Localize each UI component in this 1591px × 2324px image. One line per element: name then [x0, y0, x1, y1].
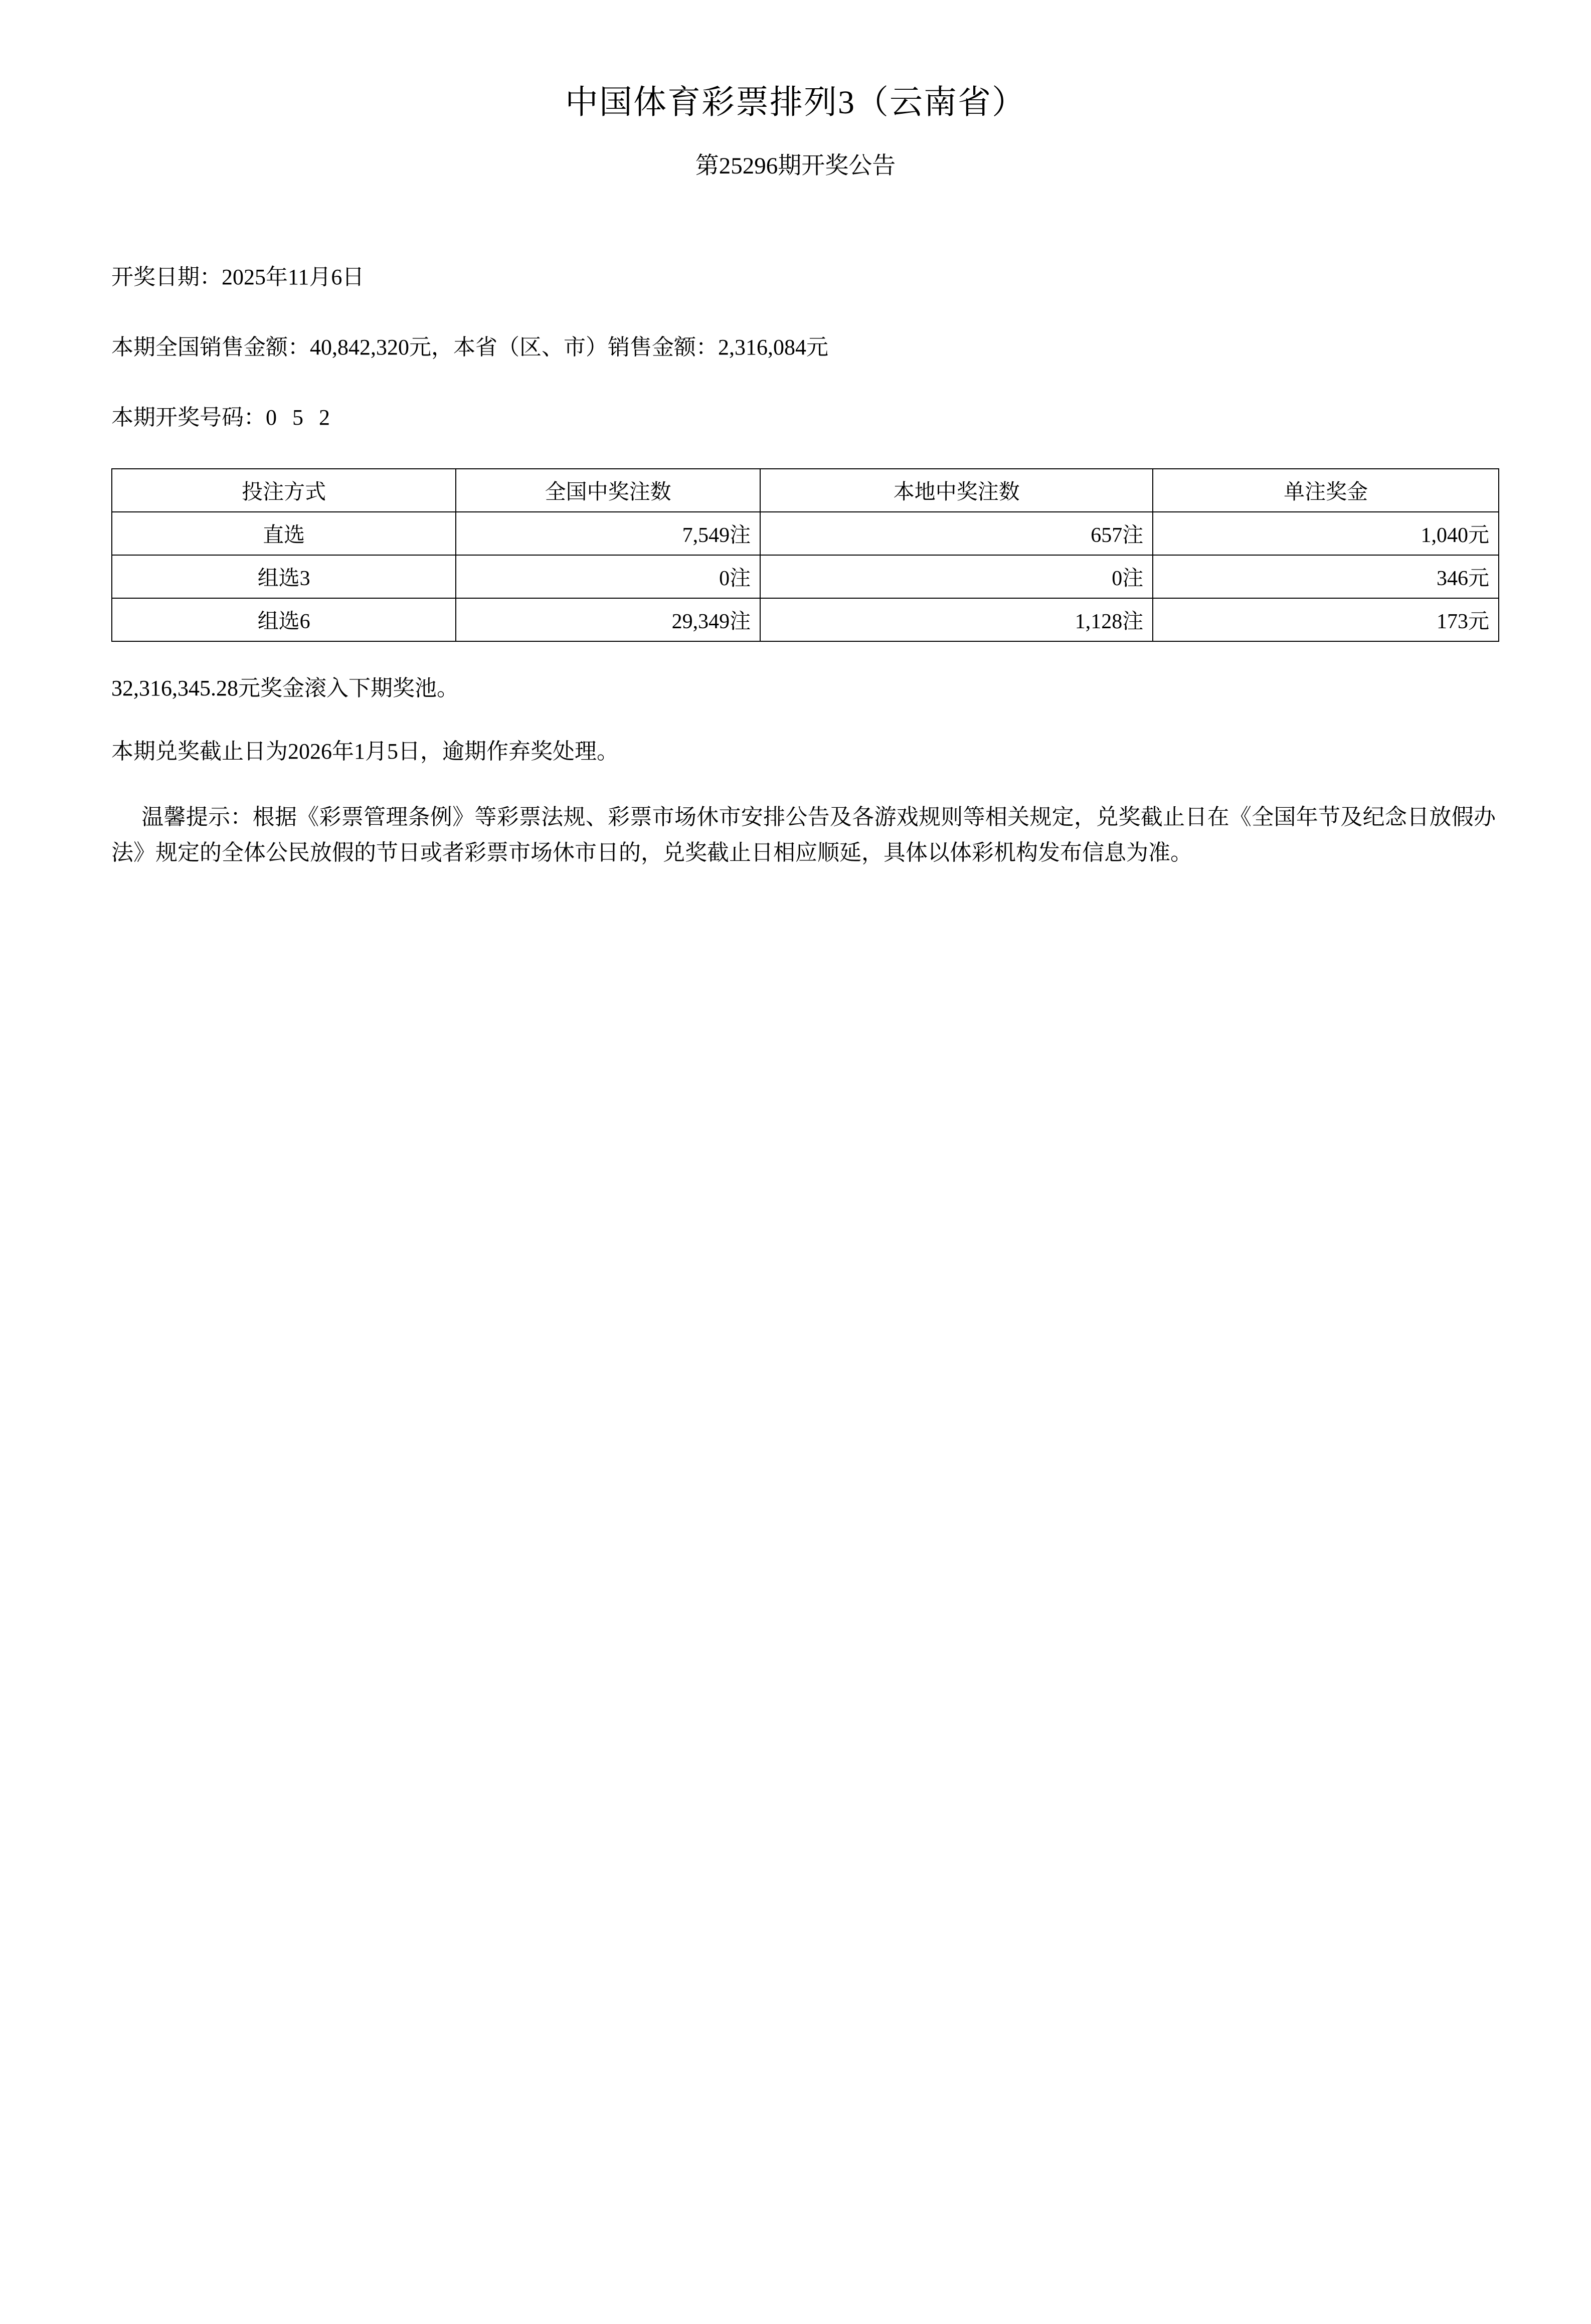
lottery-announcement-page [0, 75, 1591, 2324]
warm-reminder-note [111, 799, 1496, 871]
cell-mode: 组选6 [112, 598, 456, 641]
cell-local-winners: 657注 [760, 512, 1153, 555]
cell-national-winners: 7,549注 [456, 512, 760, 555]
footer-block [111, 672, 1496, 871]
column-header-mode: 投注方式 [112, 469, 456, 512]
draw-date-line: 开奖日期：2025年11月6日 [111, 265, 365, 289]
cell-local-winners: 1,128注 [760, 598, 1153, 641]
winning-number-label: 本期开奖号码： [111, 405, 266, 430]
column-header-prize-amount: 单注奖金 [1153, 469, 1499, 512]
cell-national-winners: 29,349注 [456, 598, 760, 641]
table-header-row [112, 469, 1499, 512]
page-title: 中国体育彩票排列3（云南省） [565, 84, 1026, 121]
winning-numbers: 0 5 2 [266, 405, 335, 430]
info-block [111, 261, 1496, 434]
sales-amount-line: 本期全国销售金额：40,842,320元，本省（区、市）销售金额：2,316,084元 [111, 335, 828, 360]
note-text: 温馨提示：根据《彩票管理条例》等彩票法规、彩票市场休市安排公告及各游戏规则等相关规定，兑奖截止日在《全国年节及纪念日放假办法》规定的全体公民放假的节日或者彩票市场休市日的，兑奖截止日相应顺延，具体以体彩机构发布信息为准。 [111, 805, 1496, 865]
cell-local-winners: 0注 [760, 555, 1153, 598]
column-header-national-winners: 全国中奖注数 [456, 469, 760, 512]
deadline-line: 本期兑奖截止日为2026年1月5日，逾期作弃奖处理。 [111, 739, 619, 764]
cell-mode: 直选 [112, 512, 456, 555]
prize-table [111, 468, 1499, 642]
table-row [112, 512, 1499, 555]
column-header-local-winners: 本地中奖注数 [760, 469, 1153, 512]
cell-prize-amount: 173元 [1153, 598, 1499, 641]
rollover-line: 32,316,345.28元奖金滚入下期奖池。 [111, 676, 459, 700]
cell-prize-amount: 1,040元 [1153, 512, 1499, 555]
cell-prize-amount: 346元 [1153, 555, 1499, 598]
table-row [112, 598, 1499, 641]
cell-national-winners: 0注 [456, 555, 760, 598]
table-row [112, 555, 1499, 598]
page-subtitle: 第25296期开奖公告 [695, 153, 896, 179]
cell-mode: 组选3 [112, 555, 456, 598]
winning-number-line [111, 401, 1496, 434]
